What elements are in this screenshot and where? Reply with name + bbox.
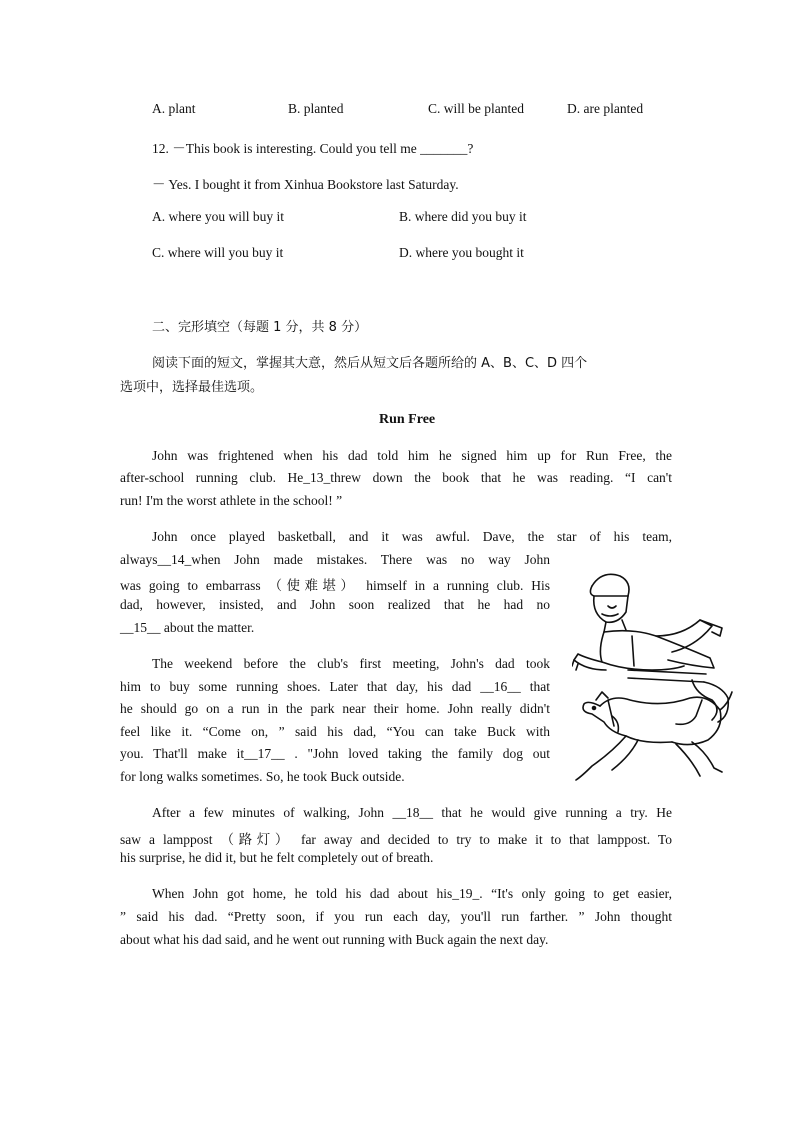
p4-line-1: After a few minutes of walking, John __18__ that he would give running a try. He [152,805,672,820]
p5-line-3: about what his dad said, and he went out running with Buck again the next day. [120,932,549,947]
section-instruction-1: 阅读下面的短文，掌握其大意，然后从短文后各题所给的 A、B、C、D 四个 [152,356,588,371]
p1-line-3: run! I'm the worst athlete in the school! ” [120,493,343,508]
p3-line-3: he should go on a run in the park near their home. John really didn't [120,701,550,716]
p3-line-2: him to buy some running shoes. Later that day, his dad __16__ that [120,679,550,694]
q12-reply: － Yes. I bought it from Xinhua Bookstore last Saturday. [152,177,459,192]
p1-line-1: John was frightened when his dad told him he signed him up for Run Free, the [152,448,672,463]
p3-line-5: you. That'll make it__17__ . "John loved taking the family dog out [120,746,550,761]
p3-line-4: feel like it. “Come on, ” said his dad, “You can take Buck with [120,724,550,739]
p2-line-1: John once played basketball, and it was awful. Dave, the star of his team, [152,529,672,544]
p4-line-3: his surprise, he did it, but he felt completely out of breath. [120,850,434,865]
p2-line-2: always__14_when John made mistakes. There was no way John [120,552,550,567]
p2-line-4: dad, however, insisted, and John soon realized that he had no [120,597,550,612]
q12-option-b: B. where did you buy it [399,209,527,224]
p4-line-2: saw a lamppost （路灯） far away and decided to try to make it to that lamppost. To [120,832,672,847]
section-instruction-2: 选项中，选择最佳选项。 [120,380,264,395]
q11-option-b: B. planted [288,101,344,116]
section-heading: 二、完形填空（每题 1 分，共 8 分） [152,320,368,335]
p2-line-3: was going to embarrass （使难堪） himself in a running club. His [120,578,550,593]
q12-stem: 12. －This book is interesting. Could you tell me _______? [152,141,474,156]
boy-running-with-dog-illustration [572,566,734,786]
p2-line-5: __15__ about the matter. [120,620,255,635]
p1-line-2: after-school running club. He_13_threw down the book that he was reading. “I can't [120,470,672,485]
p5-line-1: When John got home, he told his dad about his_19_. “It's only going to get easier, [152,886,672,901]
p5-line-2: ” said his dad. “Pretty soon, if you run each day, you'll run farther. ” John thought [120,909,672,924]
p3-line-1: The weekend before the club's first meeting, John's dad took [152,656,550,671]
passage-title: Run Free [379,412,436,427]
p3-line-6: for long walks sometimes. So, he took Buck outside. [120,769,405,784]
q12-option-a: A. where you will buy it [152,209,284,224]
q11-option-d: D. are planted [567,101,644,116]
q11-option-c: C. will be planted [428,101,524,116]
q12-option-d: D. where you bought it [399,245,524,260]
q11-option-a: A. plant [152,101,196,116]
q12-option-c: C. where will you buy it [152,245,284,260]
